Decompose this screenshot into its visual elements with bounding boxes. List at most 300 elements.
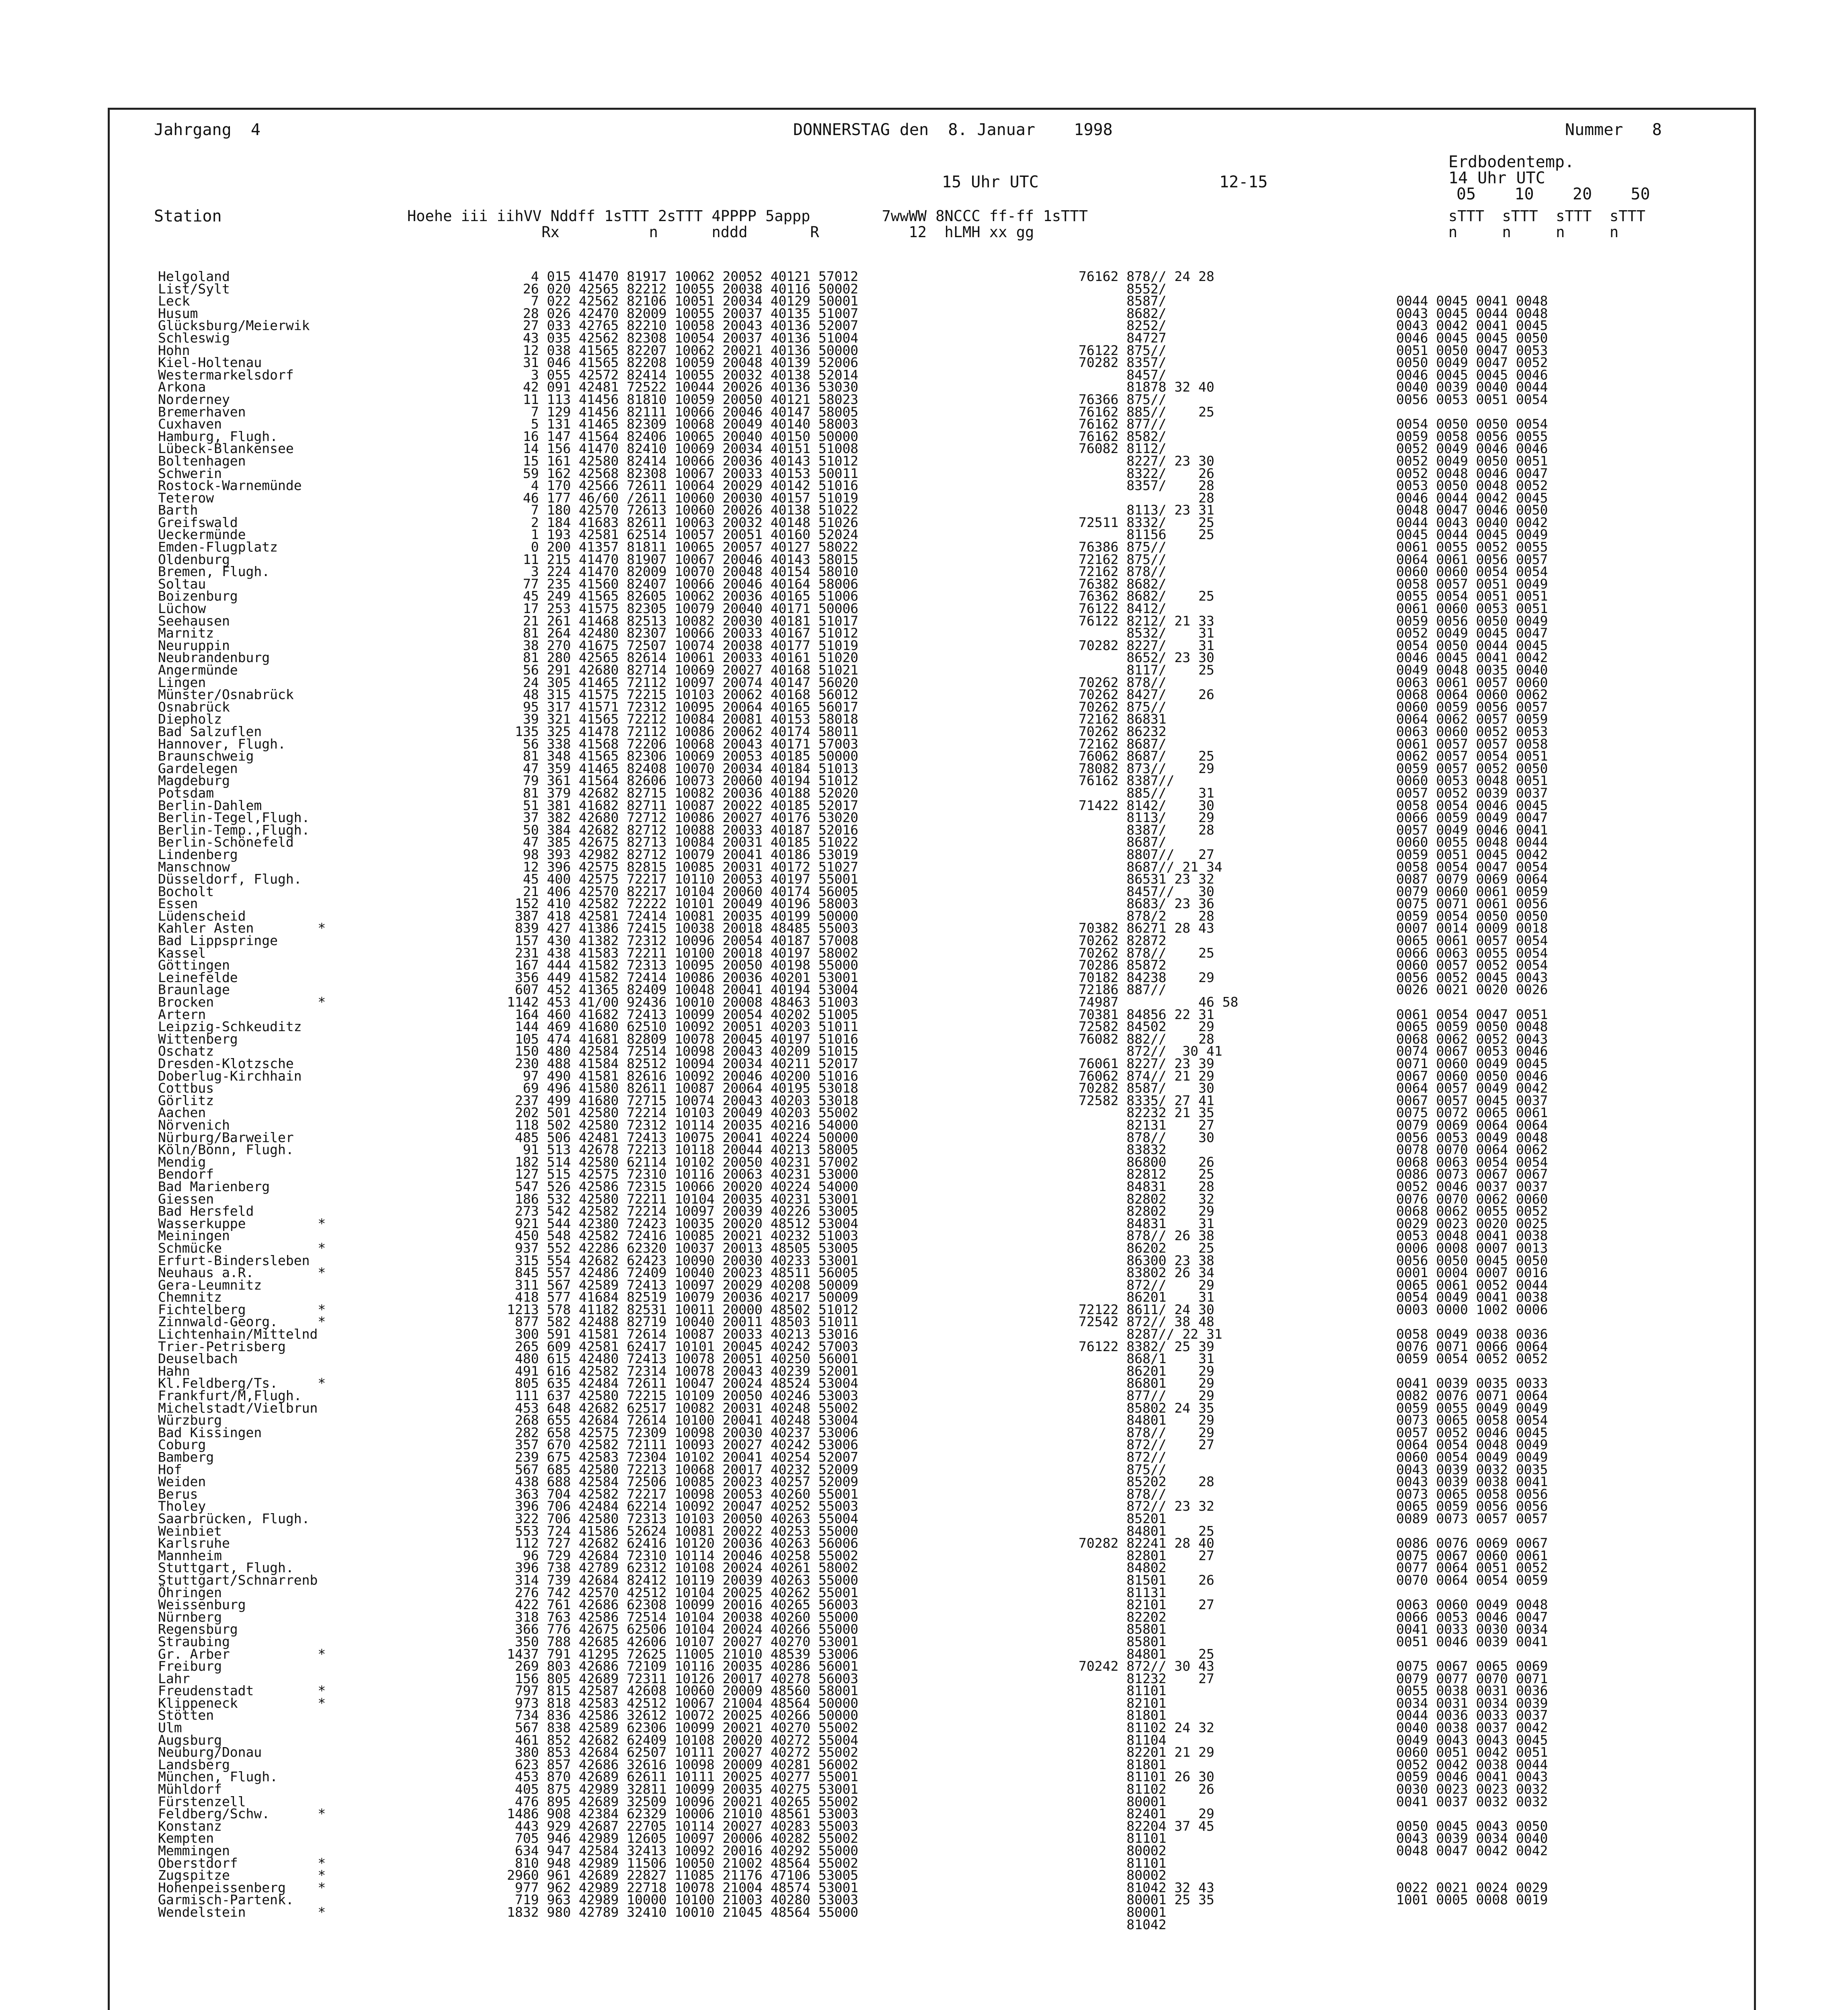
observation-group-12-15: 877// 29 [1079,1388,1214,1404]
observation-group-main: 79 361 41564 82606 10073 20060 40194 51012 [507,773,859,789]
observation-group-12-15: 76062 8687/ 25 [1079,748,1214,764]
station-name: Marnitz [158,625,214,641]
soil-temperature-group: 0059 0057 0052 0050 [1396,760,1548,776]
observation-group-main: 422 761 42686 62308 10099 20016 40265 56003 [507,1597,859,1613]
soil-temperature-group: 0050 0045 0043 0050 [1396,1818,1548,1834]
observation-group-main: 1142 453 41/00 92436 10010 20008 48463 51003 [507,994,859,1010]
observation-group-12-15: 86201 29 [1079,1363,1214,1379]
station-name: Leipzig-Schkeuditz [158,1019,302,1035]
soil-temperature-group: 0043 0039 0038 0041 [1396,1474,1548,1490]
observation-group-12-15: 76366 875// [1079,391,1167,407]
soil-temperature-group: 0052 0049 0050 0051 [1396,453,1548,469]
observation-group-12-15: 76082 882// 28 [1079,1031,1214,1047]
observation-group-main: 164 460 41682 72413 10099 20054 40202 51005 [507,1006,859,1022]
observation-group-12-15: 76382 8682/ [1079,576,1167,592]
observation-group-main: 480 615 42480 72413 10078 20051 40250 56001 [507,1351,859,1367]
observation-group-12-15: 82131 27 [1079,1117,1214,1133]
observation-group-main: 156 805 42689 72311 10126 20017 40278 56003 [507,1670,859,1686]
soil-temperature-group: 0040 0038 0037 0042 [1396,1720,1548,1736]
soil-temperature-group: 0055 0054 0051 0051 [1396,588,1548,604]
station-name: Düsseldorf, Flugh. [158,871,302,887]
observation-group-main: 438 688 42584 72506 10085 20023 40257 52009 [507,1474,859,1490]
station-name: Bad Marienberg [158,1178,270,1194]
station-name: Gardelegen [158,760,238,776]
observation-group-12-15: 82202 [1079,1609,1167,1625]
observation-group-main: 38 270 41675 72507 10074 20038 40177 51019 [507,637,859,653]
station-name: Ulm [158,1720,182,1736]
observation-group-12-15: 81801 [1079,1707,1167,1723]
soil-temperature-group: 0067 0060 0050 0046 [1396,1068,1548,1084]
station-name: Glücksburg/Meierwik [158,318,310,334]
soil-temperature-group: 0063 0061 0057 0060 [1396,674,1548,690]
observation-group-main: 977 962 42989 22718 10078 21004 48574 53001 [507,1879,859,1895]
observation-group-12-15: 81878 32 40 [1079,379,1214,395]
soil-temperature-group: 0063 0060 0052 0053 [1396,723,1548,739]
station-name: Doberlug-Kirchhain [158,1068,302,1084]
soil-temperature-group: 0055 0038 0031 0036 [1396,1683,1548,1699]
observation-group-main: 96 729 42684 72310 10114 20046 40258 55002 [507,1547,859,1563]
observation-group-main: 81 264 42480 82307 10066 20033 40167 51012 [507,625,859,641]
soil-temperature-group: 0064 0054 0048 0049 [1396,1437,1548,1453]
observation-group-12-15: 878// [1079,1486,1167,1502]
observation-group-12-15: 84802 [1079,1560,1167,1576]
station-name: Berlin-Temp.,Flugh. [158,822,310,838]
observation-group-main: 1 193 42581 62514 10057 20051 40160 52024 [507,527,859,543]
soil-temperature-group: 0057 0049 0046 0041 [1396,822,1548,838]
soil-temperature-group: 0043 0039 0034 0040 [1396,1830,1548,1846]
station-name: Öhringen [158,1584,222,1600]
observation-group-12-15: 70282 82241 28 40 [1079,1535,1214,1551]
station-name: Neubrandenburg [158,650,270,666]
soil-temperature-group: 0044 0043 0040 0042 [1396,514,1548,530]
station-name: Lüchow [158,601,206,617]
soil-temp-time: 14 Uhr UTC [1448,169,1545,187]
observation-group-main: 98 393 42982 82712 10079 20041 40186 53019 [507,846,859,862]
jahrgang: Jahrgang 4 [154,121,260,139]
observation-group-12-15: 86801 29 [1079,1375,1214,1391]
soil-temperature-group: 0053 0048 0041 0038 [1396,1228,1548,1244]
observation-group-main: 4 015 41470 81917 10062 20052 40121 57012 [507,269,859,284]
soil-temperature-group: 0052 0042 0038 0044 [1396,1756,1548,1772]
station-name: Michelstadt/Vielbrun [158,1400,318,1416]
observation-group-12-15: 84727 [1079,330,1167,346]
station-name: Nörvenich [158,1117,230,1133]
station-name: Münster/Osnabrück [158,687,294,703]
soil-codes-line1: sTTT sTTT sTTT sTTT [1448,207,1646,225]
observation-group-12-15: 70282 8227/ 31 [1079,637,1214,653]
observation-group-main: 553 724 41586 52624 10081 20022 40253 55000 [507,1523,859,1539]
observation-group-main: 276 742 42570 42512 10104 20025 40262 55001 [507,1584,859,1600]
observation-group-12-15: 81156 25 [1079,527,1214,543]
soil-temperature-group: 0059 0054 0052 0052 [1396,1351,1548,1367]
observation-group-12-15: 8113/ 23 31 [1079,502,1214,518]
observation-group-12-15: 80001 [1079,1904,1167,1920]
station-name: Bad Kissingen [158,1424,262,1440]
observation-group-main: 476 895 42689 32509 10096 20021 40265 55002 [507,1793,859,1809]
observation-group-12-15: 84831 28 [1079,1178,1214,1194]
soil-codes-line2: n n n n [1448,224,1619,241]
observation-group-main: 45 400 42575 72217 10110 20053 40197 55001 [507,871,859,887]
station-name: Tholey [158,1498,206,1514]
observation-group-main: 4 170 42566 72611 10064 20029 40142 51016 [507,478,859,494]
station-name: Konstanz [158,1818,222,1834]
station-name: Helgoland [158,269,230,284]
station-name: Rostock-Warnemünde [158,478,302,494]
soil-temperature-group: 0046 0045 0041 0042 [1396,650,1548,666]
bulletin-page [108,108,1756,2010]
table-row [158,1633,1742,1649]
station-name: Braunlage [158,982,230,998]
soil-temperature-group: 0030 0023 0023 0032 [1396,1781,1548,1797]
observation-group-12-15: 70242 872// 30 43 [1079,1658,1214,1674]
soil-temperature-group: 1001 0005 0008 0019 [1396,1892,1548,1908]
observation-group-12-15: 76162 877// [1079,416,1167,432]
observation-group-12-15: 8322/ 26 [1079,465,1214,481]
observation-group-12-15: 81042 [1079,1916,1167,1932]
station-name: Seehausen [158,613,230,629]
observation-group-main: 797 815 42587 42608 10060 20009 48560 58001 [507,1683,859,1699]
station-name: Aachen [158,1105,206,1121]
station-name: Weiden [158,1474,206,1490]
table-row [158,1916,1742,1932]
soil-temperature-group: 0066 0053 0046 0047 [1396,1609,1548,1625]
observation-group-12-15: 872// 23 32 [1079,1498,1214,1514]
observation-group-12-15: 872// [1079,1449,1167,1465]
observation-group-12-15: 8457/ [1079,367,1167,383]
station-name: Boltenhagen [158,453,246,469]
observation-group-12-15: 70282 8587/ 30 [1079,1080,1214,1096]
observation-group-main: 2 184 41683 82611 10063 20032 40148 51026 [507,514,859,530]
observation-group-12-15: 8532/ 31 [1079,625,1214,641]
station-name: Diepholz [158,711,222,727]
soil-temperature-group: 0058 0054 0046 0045 [1396,797,1548,813]
table-row [158,1894,1742,1906]
station-name: Oldenburg [158,551,230,567]
soil-temperature-group: 0066 0063 0055 0054 [1396,945,1548,961]
observation-group-main: 273 542 42582 72214 10097 20039 40226 53005 [507,1203,859,1219]
observation-group-12-15: 8687// 21 34 [1079,859,1222,875]
station-name: Arkona [158,379,206,395]
station-name: Leck [158,293,190,309]
station-name: Lüdenscheid [158,908,246,924]
observation-group-main: 567 838 42589 62306 10099 20021 40270 55002 [507,1720,859,1736]
station-name: Göttingen [158,957,230,973]
observation-group-main: 921 544 42380 72423 10035 20020 48512 53004 [507,1215,859,1231]
station-name: Soltau [158,576,206,592]
station-name: Hamburg, Flugh. [158,428,278,444]
observation-group-12-15: 70282 8357/ [1079,355,1167,371]
soil-temperature-group: 0060 0055 0048 0044 [1396,834,1548,850]
observation-group-12-15: 868/1 31 [1079,1351,1214,1367]
soil-temperature-group: 0059 0056 0050 0049 [1396,613,1548,629]
soil-temperature-group: 0049 0048 0035 0040 [1396,662,1548,678]
observation-group-main: 48 315 41575 72215 10103 20062 40168 56012 [507,687,859,703]
observation-group-main: 239 675 42583 72304 10102 20041 40254 52007 [507,1449,859,1465]
station-name: Bocholt [158,883,214,899]
observation-group-main: 144 469 41680 62510 10092 20051 40203 51011 [507,1019,859,1035]
station-name: Memmingen [158,1843,230,1858]
observation-group-main: 15 161 42580 82414 10066 20036 40143 51012 [507,453,859,469]
observation-group-main: 45 249 41565 82605 10062 20036 40165 51006 [507,588,859,604]
observation-group-main: 387 418 42581 72414 10081 20035 40199 50000 [507,908,859,924]
observation-group-12-15: 72542 872// 38 48 [1079,1314,1214,1330]
soil-temperature-group: 0022 0021 0024 0029 [1396,1879,1548,1895]
station-name: Karlsruhe [158,1535,230,1551]
station-name: Artern [158,1006,206,1022]
soil-temperature-group: 0048 0047 0046 0050 [1396,502,1548,518]
table-row [158,1353,1742,1365]
station-name: Straubing [158,1633,230,1649]
soil-temperature-group: 0051 0050 0047 0053 [1396,342,1548,358]
observation-group-12-15: 82801 27 [1079,1547,1214,1563]
observation-group-12-15: 28 [1079,490,1214,506]
observation-group-main: 396 738 42789 62312 10108 20024 40261 58002 [507,1560,859,1576]
observation-group-12-15: 878// 30 [1079,1129,1214,1145]
observation-group-main: 567 685 42580 72213 10068 20017 40232 52009 [507,1461,859,1477]
soil-temperature-group: 0041 0033 0030 0034 [1396,1621,1548,1637]
station-name: Neuhaus a.R. * [158,1265,326,1281]
station-name: Osnabrück [158,699,230,715]
observation-group-12-15: 85202 28 [1079,1474,1214,1490]
station-name: Berlin-Schönefeld [158,834,294,850]
station-name: Stuttgart/Schnarrenb [158,1572,318,1588]
station-name: Köln/Bonn, Flugh. [158,1142,294,1158]
station-name: Bremerhaven [158,404,246,420]
observation-group-main: 1437 791 41295 72625 11005 21010 48539 53006 [507,1646,859,1662]
soil-temperature-group: 0067 0057 0045 0037 [1396,1092,1548,1108]
observation-group-12-15: 76386 875// [1079,539,1167,555]
table-row [158,1857,1742,1870]
observation-group-main: 450 548 42582 72416 10085 20021 40232 51003 [507,1228,859,1244]
station-name: Oschatz [158,1043,214,1059]
station-name: Bamberg [158,1449,214,1465]
observation-group-main: 27 033 42765 82210 10058 20043 40136 52007 [507,318,859,334]
observation-group-12-15: 81102 24 32 [1079,1720,1214,1736]
observation-group-main: 12 396 42575 82815 10085 20031 40172 51027 [507,859,859,875]
station-name: Freiburg [158,1658,222,1674]
observation-group-12-15: 8687/ [1079,834,1167,850]
observation-group-main: 167 444 41582 72313 10095 20050 40198 55000 [507,957,859,973]
station-name: Dresden-Klotzsche [158,1056,294,1071]
observation-group-main: 12 038 41565 82207 10062 20021 40136 50000 [507,342,859,358]
soil-temperature-group: 0046 0044 0042 0045 [1396,490,1548,506]
soil-temperature-group: 0059 0051 0045 0042 [1396,846,1548,862]
soil-temperature-group: 0086 0076 0069 0067 [1396,1535,1548,1551]
observation-group-12-15: 70262 878// [1079,674,1167,690]
soil-temperature-group: 0058 0054 0047 0054 [1396,859,1548,875]
station-name: Braunschweig [158,748,254,764]
station-name: Feldberg/Schw. * [158,1806,326,1822]
observation-group-main: 47 385 42675 82713 10084 20031 40185 51022 [507,834,859,850]
observation-group-12-15: 71422 8142/ 30 [1079,797,1214,813]
observation-group-12-15: 70262 878// 25 [1079,945,1214,961]
soil-temperature-group: 0066 0059 0049 0047 [1396,810,1548,826]
observation-group-12-15: 78082 873// 29 [1079,760,1214,776]
observation-group-main: 21 261 41468 82513 10082 20030 40181 51017 [507,613,859,629]
soil-temp-title: Erdbodentemp. [1448,153,1575,171]
observation-group-12-15: 80001 [1079,1793,1167,1809]
soil-temperature-group: 0065 0059 0056 0056 [1396,1498,1548,1514]
soil-temperature-group: 0077 0064 0051 0052 [1396,1560,1548,1576]
observation-group-12-15: 82232 21 35 [1079,1105,1214,1121]
observation-group-main: 300 591 41581 72614 10087 20033 40213 53016 [507,1326,859,1342]
observation-group-main: 2960 961 42689 22827 11085 21176 47106 53005 [507,1867,859,1883]
observation-group-main: 937 552 42286 62320 10037 20013 48505 53005 [507,1240,859,1256]
station-name: Nürnberg [158,1609,222,1625]
station-name: Husum [158,305,198,321]
table-row [158,1845,1742,1857]
station-name: Greifswald [158,514,238,530]
observation-group-main: 24 305 41465 72112 10097 20074 40147 56020 [507,674,859,690]
soil-temperature-group: 0079 0077 0070 0071 [1396,1670,1548,1686]
observation-group-12-15: 82812 25 [1079,1166,1214,1182]
column-codes-line2: Rx n nddd R 12 hLMH xx gg [407,224,1034,241]
observation-group-12-15: 8682/ [1079,305,1167,321]
observation-group-main: 95 317 41571 72312 10095 20064 40165 56017 [507,699,859,715]
soil-temperature-group: 0074 0067 0053 0046 [1396,1043,1548,1059]
observation-group-main: 231 438 41583 72211 10100 20018 40197 58002 [507,945,859,961]
station-name: Meiningen [158,1228,230,1244]
soil-temperature-group: 0058 0057 0051 0049 [1396,576,1548,592]
observation-group-main: 16 147 41564 82406 10065 20040 40150 50000 [507,428,859,444]
station-name: Lindenberg [158,846,238,862]
soil-temperature-group: 0061 0057 0057 0058 [1396,736,1548,752]
station-name: Freudenstadt * [158,1683,326,1699]
soil-temperature-group: 0046 0045 0045 0046 [1396,367,1548,383]
station-name: Schleswig [158,330,230,346]
observation-group-main: 42 091 42481 72522 10044 20026 40136 53030 [507,379,859,395]
soil-temperature-group: 0057 0052 0039 0037 [1396,785,1548,801]
soil-temperature-group: 0068 0062 0052 0043 [1396,1031,1548,1047]
observation-group-main: 118 502 42580 72312 10114 20035 40216 54000 [507,1117,859,1133]
observation-group-12-15: 72186 887// [1079,982,1167,998]
observation-group-main: 47 359 41465 82408 10070 20034 40184 51013 [507,760,859,776]
station-name: Augsburg [158,1732,222,1748]
station-name: Oberstdorf * [158,1855,326,1871]
soil-temperature-group: 0064 0057 0049 0042 [1396,1080,1548,1096]
observation-group-main: 268 655 42684 72614 10100 20041 40248 53004 [507,1412,859,1428]
observation-group-main: 7 180 42570 72613 10060 20026 40138 51022 [507,502,859,518]
soil-temperature-group: 0044 0045 0041 0048 [1396,293,1548,309]
observation-group-main: 810 948 42989 11506 10050 21002 48564 55002 [507,1855,859,1871]
observation-group-main: 112 727 42682 62416 10120 20036 40263 56006 [507,1535,859,1551]
observation-group-main: 152 410 42582 72222 10101 20049 40196 58003 [507,896,859,912]
observation-group-main: 1486 908 42384 62329 10006 21010 48561 53003 [507,1806,859,1822]
soil-temperature-group: 0060 0054 0049 0049 [1396,1449,1548,1465]
observation-group-main: 91 513 42678 72213 10118 20044 40213 58005 [507,1142,859,1158]
soil-temperature-group: 0079 0069 0064 0064 [1396,1117,1548,1133]
observation-group-main: 81 348 41565 82306 10069 20053 40185 50000 [507,748,859,764]
observation-group-12-15: 82201 21 29 [1079,1744,1214,1760]
observation-group-12-15: 872// 30 41 [1079,1043,1222,1059]
observation-group-12-15: 8587/ [1079,293,1167,309]
station-name: Gr. Arber * [158,1646,326,1662]
soil-temperature-group: 0052 0048 0046 0047 [1396,465,1548,481]
observation-group-12-15: 8357/ 28 [1079,478,1214,494]
station-name: Stuttgart, Flugh. [158,1560,294,1576]
observation-group-12-15: 76082 8112/ [1079,441,1167,457]
station-name: Fichtelberg * [158,1301,326,1317]
observation-group-12-15: 878// 29 [1079,1424,1214,1440]
soil-temperature-group: 0086 0073 0067 0067 [1396,1166,1548,1182]
observation-group-main: 453 870 42689 62611 10111 20025 40277 55001 [507,1769,859,1785]
observation-group-main: 1213 578 41182 82531 10011 20000 48502 51012 [507,1301,859,1317]
soil-temperature-group: 0043 0045 0044 0048 [1396,305,1548,321]
observation-group-12-15: 872// 27 [1079,1437,1214,1453]
soil-temperature-group: 0061 0054 0047 0051 [1396,1006,1548,1022]
observation-group-main: 69 496 41580 82611 10087 20064 40195 53018 [507,1080,859,1096]
station-name: Ueckermünde [158,527,246,543]
observation-group-12-15: 76162 8387// [1079,773,1175,789]
observation-group-main: 105 474 41681 82809 10078 20045 40197 51016 [507,1031,859,1047]
soil-temperature-group: 0029 0023 0020 0025 [1396,1215,1548,1231]
station-name: Bremen, Flugh. [158,564,270,580]
observation-group-main: 81 379 42682 82715 10082 20036 40188 52020 [507,785,859,801]
station-name: Kempten [158,1830,214,1846]
soil-temperature-group: 0082 0076 0071 0064 [1396,1388,1548,1404]
observation-group-main: 237 499 41680 72715 10074 20043 40203 53018 [507,1092,859,1108]
observation-group-main: 17 253 41575 82305 10079 20040 40171 50006 [507,601,859,617]
observation-group-main: 282 658 42575 72309 10098 20030 40237 53006 [507,1424,859,1440]
observation-group-12-15: 76122 8382/ 25 39 [1079,1338,1214,1354]
observation-group-main: 269 803 42686 72109 10116 20035 40286 56001 [507,1658,859,1674]
station-name: Trier-Petrisberg [158,1338,286,1354]
observation-group-12-15: 72162 86831 [1079,711,1167,727]
observation-group-12-15: 81101 [1079,1683,1167,1699]
observation-group-12-15: 86202 25 [1079,1240,1214,1256]
observation-group-main: 396 706 42484 62214 10092 20047 40252 55003 [507,1498,859,1514]
observation-group-12-15: 875// [1079,1461,1167,1477]
observation-group-12-15: 82401 29 [1079,1806,1214,1822]
station-name: Klippeneck * [158,1695,326,1711]
observation-group-12-15: 72582 8335/ 27 41 [1079,1092,1214,1108]
bulletin-date: DONNERSTAG den 8. Januar 1998 [793,121,1113,139]
observation-group-main: 380 853 42684 62507 10111 20027 40272 55002 [507,1744,859,1760]
soil-temperature-group: 0054 0050 0050 0054 [1396,416,1548,432]
observation-group-main: 805 635 42484 72611 10047 20024 48524 53004 [507,1375,859,1391]
observation-group-12-15: 72162 878// [1079,564,1167,580]
soil-temperature-group: 0065 0061 0057 0054 [1396,933,1548,949]
station-name: Weissenburg [158,1597,246,1613]
observation-group-12-15: 878// 26 38 [1079,1228,1214,1244]
observation-group-12-15: 70382 86271 28 43 [1079,920,1214,936]
soil-temperature-group: 0059 0055 0049 0049 [1396,1400,1548,1416]
station-name: Frankfurt/M,Flugh. [158,1388,302,1404]
soil-temperature-group: 0061 0055 0052 0055 [1396,539,1548,555]
station-name: Mendig [158,1154,206,1170]
station-name: Neuruppin [158,637,230,653]
soil-temperature-group: 0068 0062 0055 0052 [1396,1203,1548,1219]
observation-group-main: 5 131 41465 82309 10068 20049 40140 58003 [507,416,859,432]
soil-temperature-group: 0056 0053 0051 0054 [1396,391,1548,407]
station-name: Wendelstein * [158,1904,326,1920]
soil-temperature-group: 0068 0063 0054 0054 [1396,1154,1548,1170]
observation-group-main: 719 963 42989 10000 10100 21003 40280 53003 [507,1892,859,1908]
station-name: Angermünde [158,662,238,678]
column-codes-line1: Hoehe iii iihVV Nddff 1sTTT 2sTTT 4PPPP 5appp 7wwWW 8NCCC ff-ff 1sTTT [407,207,1088,225]
observation-group-12-15: 76122 875// [1079,342,1167,358]
soil-temperature-group: 0076 0070 0062 0060 [1396,1191,1548,1207]
station-table [158,271,1742,1931]
observation-group-main: 37 382 42680 72712 10086 20027 40176 53020 [507,810,859,826]
station-name: Schmücke * [158,1240,326,1256]
soil-temperature-group: 0050 0049 0047 0052 [1396,355,1548,371]
observation-group-12-15: 85201 [1079,1510,1167,1526]
observation-group-12-15: 8117/ 25 [1079,662,1214,678]
observation-group-12-15: 81131 [1079,1584,1167,1600]
soil-temperature-group: 0060 0059 0056 0057 [1396,699,1548,715]
observation-group-12-15: 84831 31 [1079,1215,1214,1231]
